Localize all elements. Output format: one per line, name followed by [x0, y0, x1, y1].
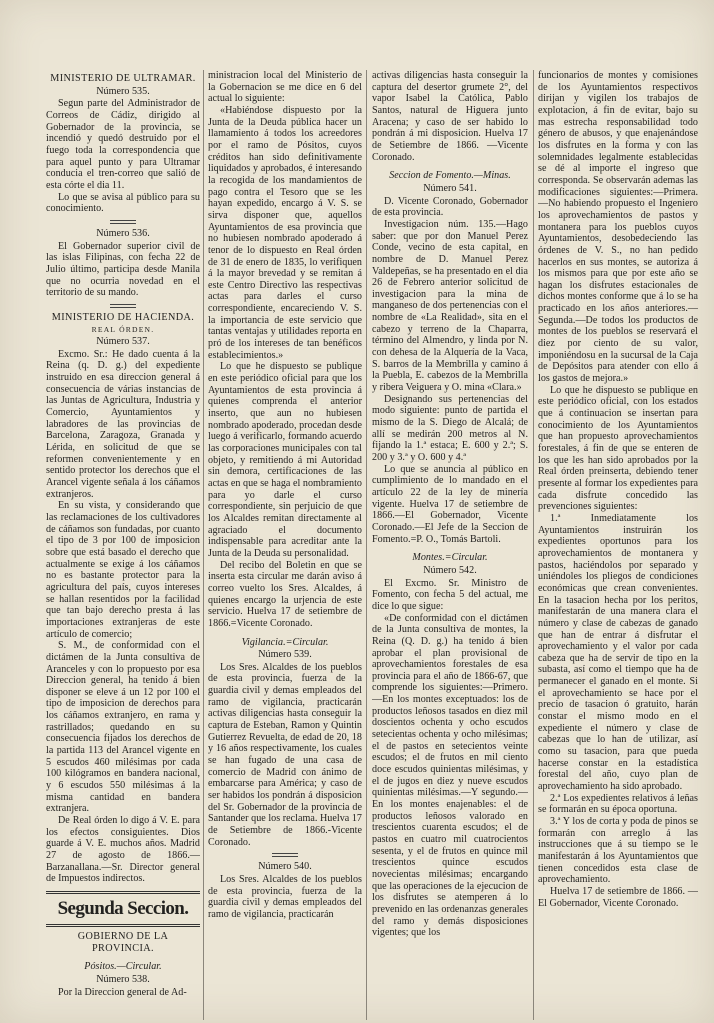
paragraph: «De conformidad con el dictámen de la Junta consultiva de montes, la Reina (Q. D. g.) ha tenido á bien aprobar el plan provisional de aprovechamientos forestales de esa provincia para el año de 1866-67, que comprende los siguientes:—Primero.—En los montes exceptuados: los de productos leñosos tasados en diez mil doscientos ochenta y ocho escudos setecientas ochenta y ocho milésimas; el de pastos en setecientos veinte escudos; el de frutos en mil ciento doce escudos quinientas milésimas, y el de jugos en diez y nueve escudos quinientas milésimas.—Y segundo.—En los montes enajenables: el de productos leñosos valorado en trescientos cuarenta escudos; el de pastos en cuatro mil cuatrocientos sesenta, y el de frutos en quince mil trescientos quince escudos novecientas milésimas; encargando que las operaciones de la ejecucion de los disfrutes se atemperen á lo prevenido en las ordenanzas generales del ramo y demás disposiciones vigentes; que los: [372, 612, 528, 939]
paragraph: Lo que se anuncia al público en cumplimiento de lo mandado en el artículo 22 de la ley de minería vigente. Huelva 17 de setiembre de 1866.—El Gobernador, Vicente Coronado.—El Jefe de la Seccion de Fomento.=P. O., Tomás Bartoli.: [372, 463, 528, 545]
paragraph-continued: activas diligencias hasta conseguir la captura del desertor grumete 2°, del vapor Isabel la Católica, Pablo Santos, natural de Higuera junto Aracena; y caso de ser habido lo pondrán á mi disposicion. Huelva 17 de Setiembre de 1866. —Vicente Coronado.: [372, 70, 528, 163]
paragraph: Designando sus pertenencias del modo siguiente: punto de partida el mismo de la S. Diego de Alcalá; de allí se medirán 200 metros al N. fijando la 1.ª estaca; E. 600 y 2.ª; S. 200 y 3.ª y O. 600 y 4.ª: [372, 393, 528, 463]
section-banner: Segunda Seccion.: [46, 891, 200, 927]
item-number: Número 540.: [258, 861, 312, 873]
separator: [272, 853, 298, 857]
paragraph: Del recibo del Boletin en que se inserta esta circular me darán aviso á correo vuelto los Sres. Alcaldes, á quienes encargo la urjencia de este servicio. Huelva 17 de setiembre de 1866.=Vicente Coronado.: [208, 559, 362, 629]
separator: [110, 304, 136, 308]
paragraph: Segun parte del Administrador de Correos de Cádiz, dirigido al Gobernador de la provincia, se incendió y quedó destruido por el fuego toda la correspondencia que para aquel punto y para Ultramar conducia el tren-correo que salió de esta córte el dia 11.: [46, 98, 200, 191]
column-divider: [366, 70, 367, 1020]
subsection-heading: Vigilancia.=Circular.: [241, 636, 329, 648]
item-number: Número 535.: [96, 85, 150, 97]
paragraph: Los Sres. Alcaldes de los pueblos de esta provincia, fuerza de la guardia civil y demas empleados del ramo de vigilancia, practicarán: [208, 873, 362, 920]
paragraph: 3.ª Y los de corta y poda de pinos se formarán con arreglo á las instrucciones que á su tiempo se le manifestarán á los Ayuntamientos que tienen concedidos esta clase de aprovechamiento.: [538, 816, 698, 886]
column-2: [208, 70, 362, 1018]
paragraph: El Excmo. Sr. Ministro de Fomento, con fecha 5 del actual, me dice lo que sigue:: [372, 577, 528, 612]
paragraph: De Real órden lo digo á V. E. para los efectos consiguientes. Dios guarde á V. E. muchos años. Madrid 27 de agosto de 1866.—Barzanallana.—Sr. Director general de Impuestos indirectos.: [46, 815, 200, 885]
item-number: Número 542.: [423, 564, 477, 576]
paragraph: Huelva 17 de setiembre de 1866. —El Gobernador, Vicente Coronado.: [538, 885, 698, 909]
section-title: GOBIERNO DE LA PROVINCIA.: [77, 930, 169, 954]
paragraph: Los Sres. Alcaldes de los pueblos de esta provincia, fuerza de la guardia civil y demas empleados del ramo de vigilancia, practicarán activas diligencias hasta conseguir la captura de Esteban, Ramon y Quintin Gutierrez Revuelta, de edad de 20, 18 y 16 años respectivamente, los cuales se han fugado de una casa de comercio de Madrid con ánimo de embarcarse para América; y caso de ser habidos los pondrán á disposicion del Sr. Gobernador de la provincia de Santander que los reclama. Huelva 17 de Setiembre de 1866.-Vicente Coronado.: [208, 661, 362, 848]
column-1: [46, 70, 200, 1018]
paragraph: Lo que se avisa al público para su conocimiento.: [46, 191, 200, 215]
section-subtitle: REAL ÓRDEN.: [91, 325, 155, 335]
section-title: MINISTERIO DE ULTRAMAR.: [50, 73, 196, 84]
item-number: Número 537.: [96, 336, 150, 348]
paragraph: Lo que he dispuesto se publique en este periódico oficial, con los estados que á continuacion se insertan para conocimiento de los Ayuntamientos que han propuesto aprovechamientos forestales, á fin de que se enteren de los que les han sido aprobados por la Real órden preinserta, debiendo tener presente al formar los expedientes para cada disfrute concedido las prevenciones siguientes:: [538, 384, 698, 513]
subsection-heading: Montes.=Circular.: [412, 552, 488, 564]
paragraph: S. M., de conformidad con el dictámen de la Junta consultiva de Aranceles y con lo propuesto por esa Direccion general, ha tenido á bien disponer se eleve á un 12 por 100 el tipo de imposicion de derechos para los cáñamos extranjero, en rama y rastrillados; quedando en su consecuencia fijados los derechos de la partida 113 del Arancel vigente en 5 escudos 460 milésimas por cada 100 kilógramos en bandera nacional, y 6 escudos 550 milésimas á la misma cantidad en bandera extranjera.: [46, 640, 200, 815]
item-number: Número 541.: [423, 182, 477, 194]
item-number: Número 539.: [258, 649, 312, 661]
paragraph: Por la Direccion general de Ad-: [58, 986, 187, 998]
paragraph: En su vista, y considerando que las reclamaciones de los cultivadores de cáñamos son fundadas, por cuanto el tipo de 3 por 100 de imposicion sobre que está basado el derecho que actualmente se exige á los cáñamos no es bastante protector para la agricultura del país, cuyos intereses se hallan resentidos por la facilidad que tan bajo derecho presta á las importaciones extranjeras de este artículo de comercio;: [46, 500, 200, 640]
paragraph: El Gobernador superior civil de las islas Filipinas, con fecha 22 de Julio último, participa desde Manila que no ocurria novedad en el territorio de su mando.: [46, 240, 200, 299]
paragraph: «Habiéndose dispuesto por la Junta de la Deuda pública hacer un llamamiento á todos los acreedores por el ramo de Pósitos, cuyos créditos han sido definitivamente liquidados y aprobados, é interesando la recogida de los mandamientos de pago contra el Tesoro que se les hayan expedido, encargo á V. S. se sirva disponer que, aquellos Ayuntamientos de esa provincia que no hubiesen nombrado apoderado á tenor de lo dispuesto en Real órden de 31 de enero de 1835, lo verifiquen á la mayor brevedad y se remitan á este Centro Directivo las respectivas actas para darles el curso correspondiente, encareciendo V. S. la importancia de este servicio que tantas ventajas y utilidades reporta en pró de los intereses de tan benéficos establecimientos.»: [208, 104, 362, 361]
subsection-heading: Seccion de Fomento.—Minas.: [389, 170, 511, 182]
item-number: Número 538.: [96, 973, 150, 985]
paragraph: 1.ª Inmediatamente los Ayuntamientos instruirán los expedientes oportunos para los aprovechamientos de montanera y pastos, haciéndolos por separado y uniéndoles los pliegos de condiciones económicas que crean convenientes. En la tasacion hecha por los peritos, manifestarán de una manera clara el número y clase de cabezas de ganado que han de entrar á disfrutar el aprovechamiento y el valor por cada cabeza que ha de servir de tipo en la subasta, así como el tiempo que ha de permanecer el ganado en el monte. Si el aprovechamiento se hace por el precio de tasacion ó gratuito, harán constar el mismo modo en el expediente el número y clase de cabezas que lo han de utilizar, así como su tasacion, para que pueda hacerse constar en la estadística forestal del año, cuyo plan de aprovechamiento ha sido aprobado.: [538, 512, 698, 793]
column-4: [538, 70, 698, 1018]
separator: [110, 220, 136, 224]
section-title: MINISTERIO DE HACIENDA.: [51, 311, 195, 323]
paragraph: Investigacion núm. 135.—Hago saber: que por don Manuel Perez Conde, vecino de esta capital, en nombre de D. Manuel Perez Valdepeñas, se ha presentado en el dia 26 de Febrero anterior solicitud de investigacion para la mina de manganeso de dos pertenencias con el nombre de «La Realidad», sita en el cabezo y terreno de la Chaparra, término del Almendro, y linda por N. con dehesa de la Alquería de la Vaca, S. barros de la Membrilla y camino á la Puebla, E. cabezos de la Membrilla y ribera Veiguera y O. mina «Clara.»: [372, 218, 528, 394]
column-divider: [533, 70, 534, 1020]
item-number: Número 536.: [96, 227, 150, 239]
paragraph-continued: funcionarios de montes y comisiones de los Ayuntamientos respectivos dirijan y vigilen los trabajos de explotacion, á fin de evitar, bajo su mas estrecha responsabilidad todo género de abusos, y que enajenándose los disfrutes en la forma y con las solemnidades legalmente establecidas se dé al importe el ingreso que corresponda. Se observarán ademas las modificaciones siguientes:—Primera.—No habiendo propuesto el Ingeniero los aprovechamientos de pastos y montanera para los pueblos cuyos Ayuntamientos, desobedeciendo las órdenes de V. S., no han pedido hacerlos en sus montes, se autoriza á los mismos para que por este año se hagan los disfrutes estacionales de dichos montes conforme que á lo se ha practicado en los años anteriores.—Segunda.—De todos los productos de montes de los pueblos se reservará el diez por ciento de su valor, imponiéndosu en la sucursal de la Caja de Depósitos para atender con ello á los gastos de mejora.»: [538, 70, 698, 385]
paragraph-continued: ministracion local del Ministerio de la Gobernacion se me dice en 6 del actual lo siguiente:: [208, 70, 362, 105]
column-3: [372, 70, 528, 1018]
subsection-heading: Pósitos.—Circular.: [84, 961, 162, 973]
paragraph: D. Vicente Coronado, Gobernador de esta provincia.: [372, 195, 528, 219]
paragraph: 2.ª Los expedientes relativos á leñas se formarán en su época oportuna.: [538, 792, 698, 816]
paragraph: Lo que he dispuesto se publique en este periódico oficial para que los Ayuntamientos de esta provincia á quienes comprenda el anterior inserto, que aun no hubiesen nombrado apoderado, procedan desde luego á verificarlo, formando acuerdo las corporaciones municipales con tal objeto, y remitiendo á mi Autoridad sin demora, certificaciones de las actas en que se haga el nombramiento para yo darle el curso correspondiente, sin perjuicio de que los Alcaldes remitan directamente al agraciado el documento indispensable para acreditar ante la Junta de la Deuda su personalidad.: [208, 361, 362, 559]
paragraph: Excmo. Sr.: He dado cuenta á la Reina (q. D. g.) del expediente instruido en esa direccion general á consecuencia de várias instancias de las Juntas de Agricultura, Industria y Comercio, Ayuntamientos y labradores de las provincias de Barcelona, Zaragoza, Granada y Lérida, en solicitud de que se reformen convenientemente y en sentido protector los derechos que el Arancel vigente señala á los cáñamos extranjeros.: [46, 348, 200, 500]
column-divider: [203, 70, 204, 1020]
